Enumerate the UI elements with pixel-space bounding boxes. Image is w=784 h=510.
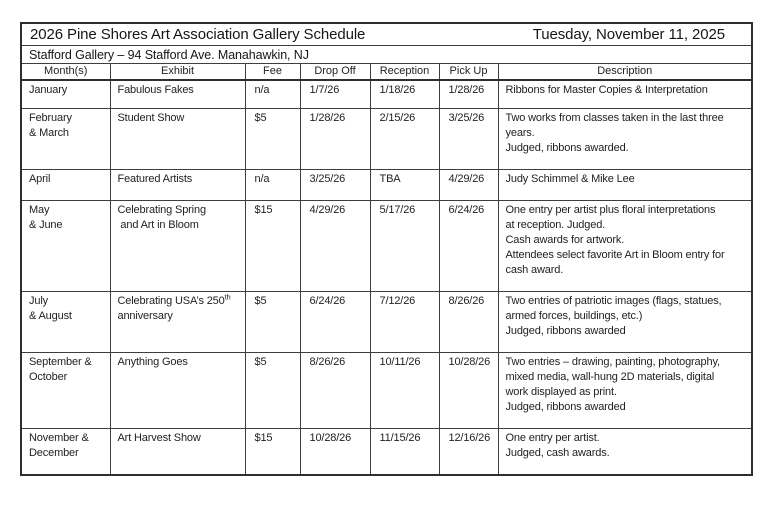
table-header-row [22,64,751,80]
gallery-address: Stafford Gallery – 94 Stafford Ave. Manahawkin, NJ [22,46,751,64]
cell-description: Ribbons for Master Copies & Interpretation [498,80,751,108]
gallery-schedule-document [20,22,753,476]
table-row [22,291,751,352]
cell-pick_up: 4/29/26 [439,169,498,200]
superscript-text: th [224,291,231,301]
cell-reception: 1/18/26 [370,80,439,108]
cell-fee: $5 [245,108,300,169]
cell-exhibit: Celebrating Spring and Art in Bloom [110,200,245,291]
schedule-table [22,64,751,474]
column-header-fee: Fee [245,64,300,80]
cell-drop_off: 8/26/26 [300,352,370,428]
cell-months: July & August [22,291,110,352]
cell-reception: TBA [370,169,439,200]
column-header-months: Month(s) [22,64,110,80]
cell-description: Two works from classes taken in the last three years. Judged, ribbons awarded. [498,108,751,169]
column-header-description: Description [498,64,751,80]
cell-pick_up: 12/16/26 [439,428,498,474]
cell-drop_off: 3/25/26 [300,169,370,200]
cell-exhibit: Art Harvest Show [110,428,245,474]
table-row [22,108,751,169]
table-row [22,352,751,428]
cell-description: One entry per artist. Judged, cash awards. [498,428,751,474]
document-date: Tuesday, November 11, 2025 [532,26,725,43]
table-row [22,80,751,108]
cell-reception: 10/11/26 [370,352,439,428]
cell-drop_off: 10/28/26 [300,428,370,474]
cell-drop_off: 6/24/26 [300,291,370,352]
cell-fee: $5 [245,291,300,352]
cell-pick_up: 8/26/26 [439,291,498,352]
cell-fee: n/a [245,80,300,108]
table-row [22,169,751,200]
cell-pick_up: 10/28/26 [439,352,498,428]
cell-reception: 11/15/26 [370,428,439,474]
cell-months: January [22,80,110,108]
column-header-exhibit: Exhibit [110,64,245,80]
cell-exhibit: Student Show [110,108,245,169]
cell-fee: $5 [245,352,300,428]
cell-fee: $15 [245,428,300,474]
column-header-pick_up: Pick Up [439,64,498,80]
cell-exhibit: Fabulous Fakes [110,80,245,108]
cell-exhibit: Featured Artists [110,169,245,200]
cell-fee: $15 [245,200,300,291]
cell-description: Judy Schimmel & Mike Lee [498,169,751,200]
column-header-reception: Reception [370,64,439,80]
cell-fee: n/a [245,169,300,200]
column-header-drop_off: Drop Off [300,64,370,80]
cell-drop_off: 1/28/26 [300,108,370,169]
cell-reception: 7/12/26 [370,291,439,352]
cell-months: November & December [22,428,110,474]
table-row [22,428,751,474]
cell-exhibit: Celebrating USA’s 250th anniversary [110,291,245,352]
cell-months: May & June [22,200,110,291]
cell-months: February & March [22,108,110,169]
cell-reception: 5/17/26 [370,200,439,291]
cell-pick_up: 6/24/26 [439,200,498,291]
cell-description: One entry per artist plus floral interpretations at reception. Judged. Cash awards for artwork. Attendees select favorite Art in Bloom entry for cash award. [498,200,751,291]
cell-description: Two entries – drawing, painting, photography, mixed media, wall-hung 2D materials, digital work displayed as print. Judged, ribbons awarded [498,352,751,428]
document-header [22,24,751,46]
cell-description: Two entries of patriotic images (flags, statues, armed forces, buildings, etc.) Judged, ribbons awarded [498,291,751,352]
cell-reception: 2/15/26 [370,108,439,169]
table-row [22,200,751,291]
cell-months: April [22,169,110,200]
cell-months: September & October [22,352,110,428]
cell-drop_off: 1/7/26 [300,80,370,108]
cell-pick_up: 3/25/26 [439,108,498,169]
cell-pick_up: 1/28/26 [439,80,498,108]
cell-drop_off: 4/29/26 [300,200,370,291]
cell-exhibit: Anything Goes [110,352,245,428]
document-title: 2026 Pine Shores Art Association Gallery Schedule [30,26,366,43]
